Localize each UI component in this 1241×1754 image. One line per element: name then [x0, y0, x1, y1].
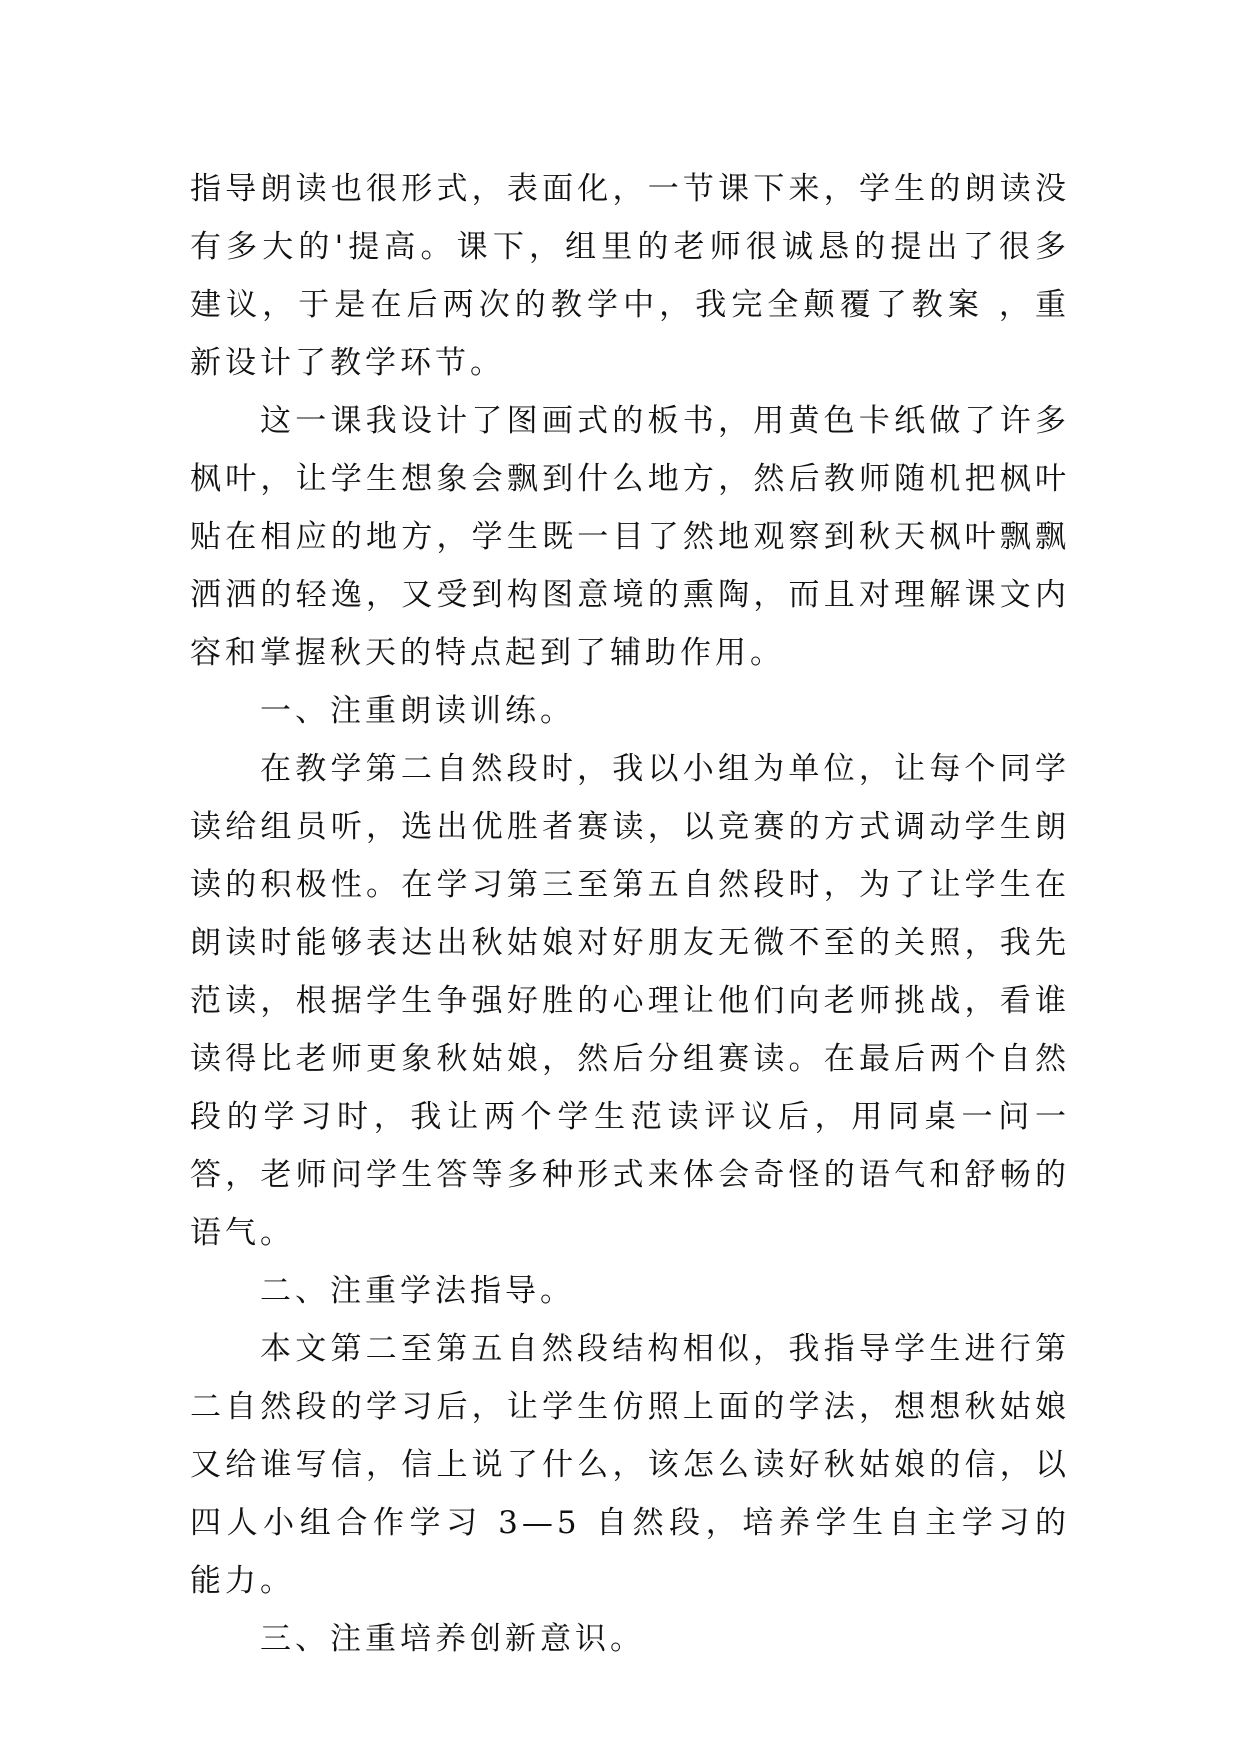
heading-reading-training: 一、注重朗读训练。: [260, 693, 575, 729]
paragraph-blackboard-design: 这一课我设计了图画式的板书，用黄色卡纸做了许多枫叶，让学生想象会飘到什么地方，然后教师随机把枫叶贴在相应的地方，学生既一目了然地观察到秋天枫叶飘飘洒洒的轻逸，又受到构图意境的熏陶，而且对理解课文内容和掌握秋天的特点起到了辅助作用。: [190, 403, 1070, 671]
heading-learning-method: 二、注重学法指导。: [260, 1273, 575, 1309]
heading-innovation: 三、注重培养创新意识。: [260, 1621, 645, 1657]
paragraph-learning-method: 本文第二至第五自然段结构相似，我指导学生进行第二自然段的学习后，让学生仿照上面的学法，想想秋姑娘又给谁写信，信上说了什么，该怎么读好秋姑娘的信，以四人小组合作学习 3—5 自然段，培养学生自主学习的能力。: [190, 1331, 1070, 1599]
paragraph-reading-training: 在教学第二自然段时，我以小组为单位，让每个同学读给组员听，选出优胜者赛读，以竞赛的方式调动学生朗读的积极性。在学习第三至第五自然段时，为了让学生在朗读时能够表达出秋姑娘对好朋友无微不至的关照，我先范读，根据学生争强好胜的心理让他们向老师挑战，看谁读得比老师更象秋姑娘，然后分组赛读。在最后两个自然段的学习时，我让两个学生范读评议后，用同桌一问一答，老师问学生答等多种形式来体会奇怪的语气和舒畅的语气。: [190, 751, 1070, 1251]
document-body: [190, 160, 1070, 1668]
paragraph-intro: 指导朗读也很形式，表面化，一节课下来，学生的朗读没有多大的'提高。课下，组里的老师很诚恳的提出了很多建议，于是在后两次的教学中，我完全颠覆了教案 ，重新设计了教学环节。: [190, 171, 1070, 381]
